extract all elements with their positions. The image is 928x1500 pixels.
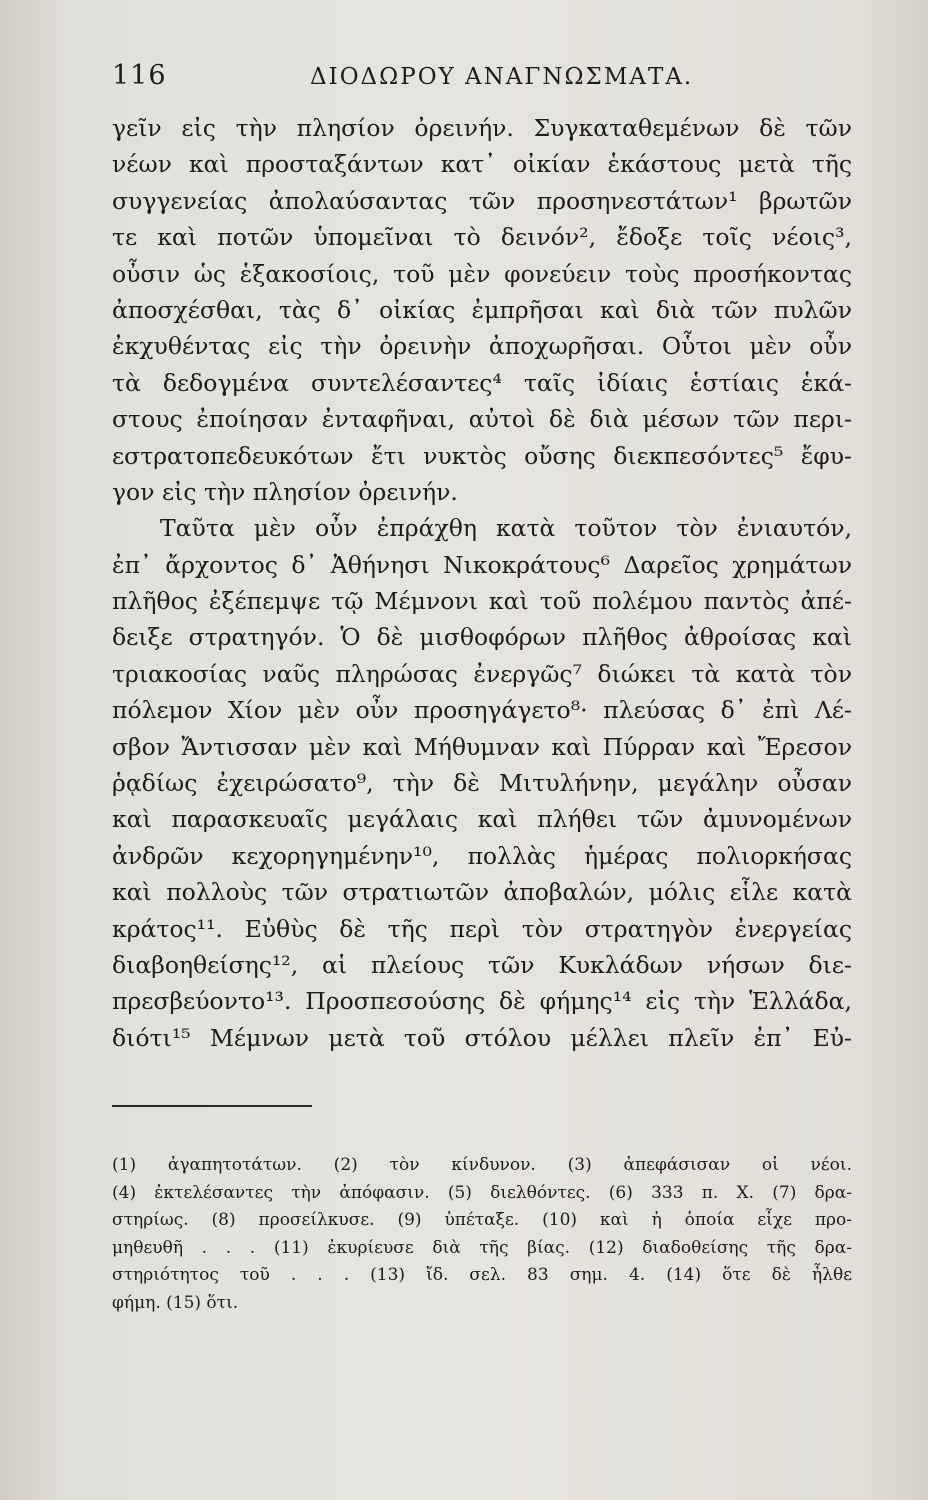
- text-line: ἐκχυθέντας εἰς τὴν ὀρεινὴν ἀποχωρῆσαι. Οὗτοι μὲν οὖν: [112, 332, 852, 361]
- page-header: [112, 58, 852, 98]
- text-line: δειξε στρατηγόν. Ὁ δὲ μισθοφόρων πλῆθος ἀθροίσας καὶ: [112, 623, 852, 652]
- footnote-line: (1) ἀγαπητοτάτων. (2) τὸν κίνδυνον. (3) ἀπεφάσισαν οἱ νέοι.: [112, 1155, 852, 1175]
- footnote-line: φήμη. (15) ὅτι.: [112, 1292, 239, 1313]
- text-line: καὶ παρασκευαῖς μεγάλαις καὶ πλήθει τῶν ἀμυνομένων: [112, 805, 852, 834]
- text-line: ῥᾳδίως ἐχειρώσατο⁹, τὴν δὲ Μιτυλήνην, μεγάλην οὖσαν: [112, 769, 852, 798]
- text-line: γον εἰς τὴν πλησίον ὀρεινήν.: [112, 477, 458, 506]
- text-line: γεῖν εἰς τὴν πλησίον ὀρεινήν. Συγκαταθεμένων δὲ τῶν: [112, 114, 852, 142]
- text-line: πόλεμον Χίον μὲν οὖν προσηγάγετο⁸· πλεύσας δ᾽ ἐπὶ Λέ-: [112, 696, 852, 725]
- text-line: ἀνδρῶν κεχορηγημένην¹⁰, πολλὰς ἡμέρας πολιορκήσας: [112, 841, 852, 870]
- text-line: οὖσιν ὡς ἑξακοσίοις, τοῦ μὲν φονεύειν τοὺς προσήκοντας: [112, 259, 852, 288]
- footnote-line: στηρίως. (8) προσείλκυσε. (9) ὑπέταξε. (10) καὶ ἡ ὁποία εἶχε προ-: [112, 1210, 852, 1230]
- text-line: ἐπ᾽ ἄρχοντος δ᾽ Ἀθήνησι Νικοκράτους⁶ Δαρεῖος χρημάτων: [112, 550, 852, 579]
- text-line: εστρατοπεδευκότων ἔτι νυκτὸς οὔσης διεκπεσόντες⁵ ἔφυ-: [112, 441, 852, 470]
- paragraph-start-line: Ταῦτα μὲν οὖν ἐπράχθη κατὰ τοῦτον τὸν ἐνιαυτόν,: [160, 514, 852, 543]
- text-line: τὰ δεδογμένα συντελέσαντες⁴ ταῖς ἰδίαις ἑστίαις ἑκά-: [112, 368, 852, 397]
- footnote-line: στηριότητος τοῦ . . . (13) ἴδ. σελ. 83 σημ. 4. (14) ὅτε δὲ ἦλθε: [112, 1265, 852, 1285]
- text-line: πλῆθος ἐξέπεμψε τῷ Μέμνονι καὶ τοῦ πολέμου παντὸς ἀπέ-: [112, 587, 852, 616]
- running-head: ΔΙΟΔΩΡΟΥ ΑΝΑΓΝΩΣΜΑΤΑ.: [310, 64, 694, 90]
- page-number: 116: [112, 60, 167, 91]
- text-line: διαβοηθείσης¹², αἱ πλείους τῶν Κυκλάδων νήσων διε-: [112, 950, 852, 979]
- text-line: νέων καὶ προσταξάντων κατ᾽ οἰκίαν ἑκάστους μετὰ τῆς: [112, 150, 852, 179]
- footnote-line: μηθευθῆ . . . (11) ἐκυρίευσε διὰ τῆς βίας. (12) διαδοθείσης τῆς δρα-: [112, 1237, 852, 1258]
- text-line: ἀποσχέσθαι, τὰς δ᾽ οἰκίας ἐμπρῆσαι καὶ διὰ τῶν πυλῶν: [112, 295, 852, 324]
- text-line: πρεσβεύοντο¹³. Προσπεσούσης δὲ φήμης¹⁴ εἰς τὴν Ἑλλάδα,: [112, 987, 852, 1016]
- text-line: κράτος¹¹. Εὐθὺς δὲ τῆς περὶ τὸν στρατηγὸν ἐνεργείας: [112, 914, 852, 943]
- text-line: καὶ πολλοὺς τῶν στρατιωτῶν ἀποβαλών, μόλις εἷλε κατὰ: [112, 878, 852, 907]
- footnote-divider: [112, 1105, 312, 1107]
- text-line: τε καὶ ποτῶν ὑπομεῖναι τὸ δεινόν², ἔδοξε τοῖς νέοις³,: [112, 223, 852, 252]
- text-line: στους ἐποίησαν ἐνταφῆναι, αὐτοὶ δὲ διὰ μέσων τῶν περι-: [112, 405, 852, 434]
- text-line: τριακοσίας ναῦς πληρώσας ἐνεργῶς⁷ διώκει τὰ κατὰ τὸν: [112, 659, 852, 688]
- text-line: συγγενείας ἀπολαύσαντας τῶν προσηνεστάτων¹ βρωτῶν: [112, 186, 852, 215]
- footnote-line: (4) ἐκτελέσαντες τὴν ἀπόφασιν. (5) διελθόντες. (6) 333 π. Χ. (7) δρα-: [112, 1182, 852, 1203]
- footnotes: [112, 1152, 852, 1317]
- text-line: σβον Ἄντισσαν μὲν καὶ Μήθυμναν καὶ Πύρραν καὶ Ἔρεσον: [112, 732, 852, 761]
- main-text: [112, 110, 852, 1056]
- text-line: διότι¹⁵ Μέμνων μετὰ τοῦ στόλου μέλλει πλεῖν ἐπ᾽ Εὐ-: [112, 1023, 852, 1052]
